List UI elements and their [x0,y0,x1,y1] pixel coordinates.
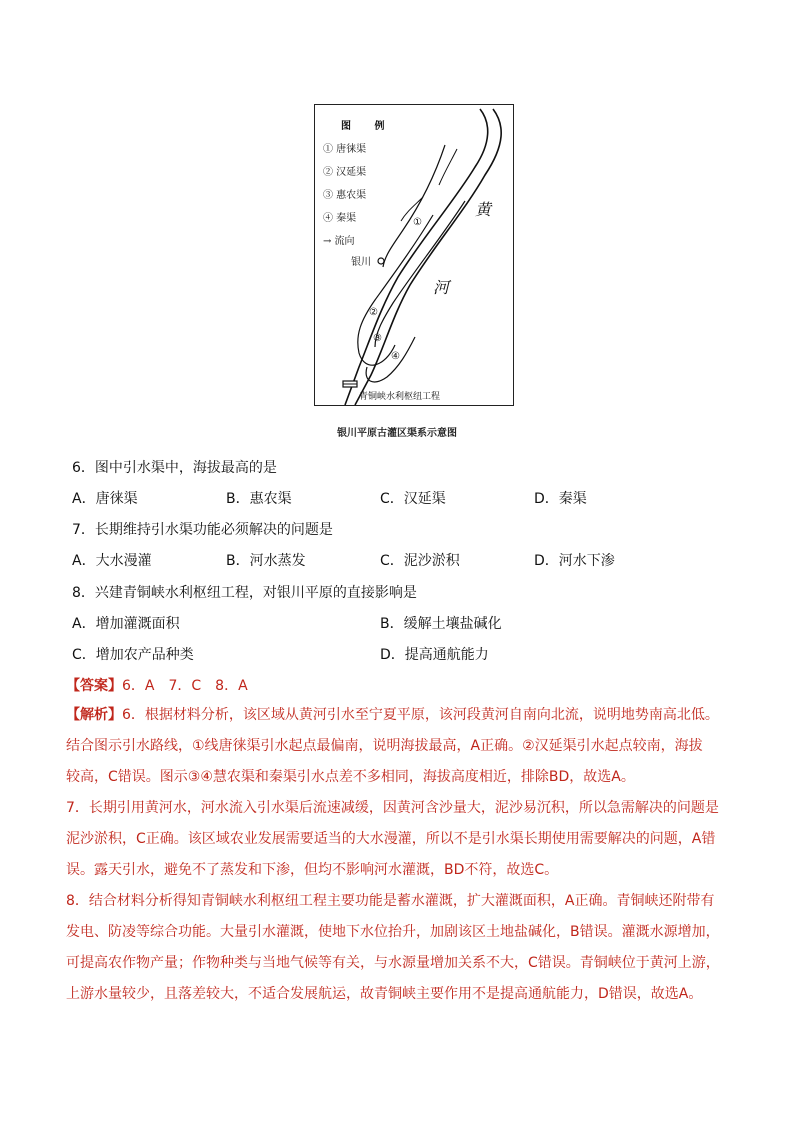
map-marker-4: ④ [391,351,400,362]
question-7-option-a: A．大水漫灌 [72,553,152,569]
legend-item: ② 汉延渠 [323,167,367,178]
question-7-option-c: C．泥沙淤积 [380,553,460,569]
question-8-option-c: C．增加农产品种类 [72,647,194,663]
analysis-line: 发电、防凌等综合功能。大量引水灌溉，使地下水位抬升，加剧该区土地盐碱化，B错误。灌溉水源增加， [66,924,720,940]
analysis-block [66,700,734,1010]
analysis-line: 泥沙淤积，C正确。该区域农业发展需要适当的大水漫灌，所以不是引水渠长期使用需要解决的问题，A错 [66,831,716,847]
question-6-option-d: D．秦渠 [534,491,587,507]
analysis-line: 8．结合材料分析得知青铜峡水利枢纽工程主要功能是蓄水灌溉，扩大灌溉面积，A正确。青铜峡还附带有 [66,893,715,909]
question-7-option-b: B．河水蒸发 [226,553,306,569]
river-label-huang: 黄 [475,200,492,219]
question-8-stem: 8．兴建青铜峡水利枢纽工程，对银川平原的直接影响是 [72,585,417,601]
analysis-line: 较高，C错误。图示③④慧农渠和秦渠引水点差不多相同，海拔高度相近，排除BD，故选A。 [66,769,635,785]
city-dot [378,258,384,264]
legend-title: 图 例 [341,121,395,132]
question-6-option-a: A．唐徕渠 [72,491,138,507]
question-7-stem: 7．长期维持引水渠功能必须解决的问题是 [72,522,333,538]
analysis-label: 【解析】 [66,707,122,723]
question-7-option-d: D．河水下渗 [534,553,615,569]
answer-line [66,675,248,695]
city-label: 银川 [351,257,371,268]
analysis-line: 可提高农作物产量；作物种类与当地气候等有关，与水源量增加关系不大，C错误。青铜峡位于黄河上游， [66,955,720,971]
question-6-option-b: B．惠农渠 [226,491,292,507]
map-marker-1: ① [413,217,422,228]
question-6-stem: 6．图中引水渠中，海拔最高的是 [72,460,277,476]
map-legend [323,115,394,253]
canal-map-figure [314,104,514,406]
question-8-option-a: A．增加灌溉面积 [72,616,180,632]
analysis-line: 【解析】6．根据材料分析，该区域从黄河引水至宁夏平原，该河段黄河自南向北流，说明地势南高北低。 [66,707,719,723]
analysis-line: 上游水量较少，且落差较大，不适合发展航运，故青铜峡主要作用不是提高通航能力，D错误，故选A。 [66,986,703,1002]
question-8-option-b: B．缓解土壤盐碱化 [380,616,502,632]
legend-item: → 流向 [323,236,355,247]
legend-item: ③ 惠农渠 [323,190,367,201]
map-marker-3: ③ [373,333,382,344]
analysis-line: 误。露天引水，避免不了蒸发和下渗，但均不影响河水灌溉，BD不符，故选C。 [66,862,559,878]
question-6-option-c: C．汉延渠 [380,491,446,507]
legend-item: ④ 秦渠 [323,213,357,224]
river-label-he: 河 [433,278,450,297]
answer-text: 6．A 7．C 8．A [122,678,248,694]
dam-label: 青铜峡水利枢纽工程 [359,392,441,402]
map-marker-2: ② [369,307,378,318]
figure-caption: 银川平原古灌区渠系示意图 [337,428,457,439]
legend-item: ① 唐徕渠 [323,144,367,155]
question-8-option-d: D．提高通航能力 [380,647,489,663]
analysis-line: 7．长期引用黄河水，河水流入引水渠后流速减缓，因黄河含沙量大，泥沙易沉积，所以急需解决的问题是 [66,800,719,816]
analysis-line: 结合图示引水路线，①线唐徕渠引水起点最偏南，说明海拔最高，A正确。②汉延渠引水起点较南，海拔 [66,738,703,754]
answer-label: 【答案】 [66,678,122,694]
